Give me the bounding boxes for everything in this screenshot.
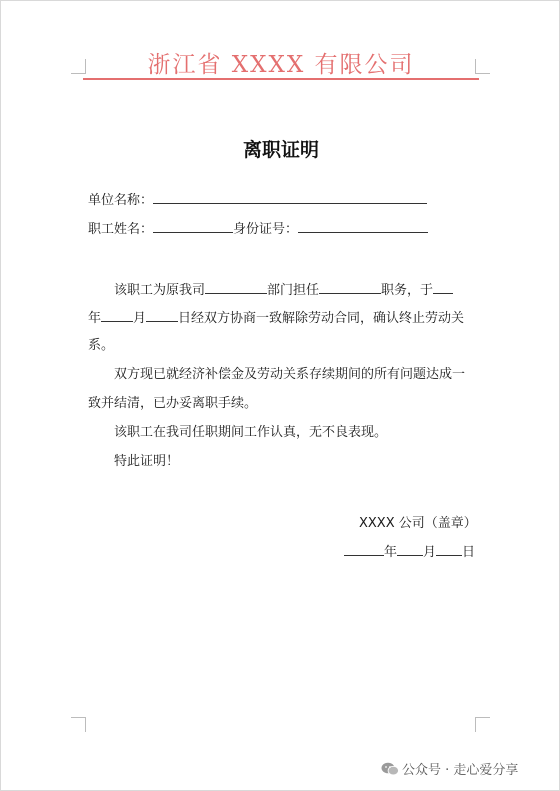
wechat-icon xyxy=(381,762,399,776)
paragraph-2-line-1: 双方现已就经济补偿金及劳动关系存续期间的所有问题达成一 xyxy=(114,367,466,382)
p1-text-d: 年 xyxy=(88,311,102,326)
year-blank-1 xyxy=(433,280,453,294)
employee-name-blank xyxy=(153,219,233,233)
paragraph-1-line-3 xyxy=(88,337,114,355)
paragraph-3: 该职工在我司任职期间工作认真，无不良表现。 xyxy=(114,425,388,440)
p1-text-e: 月 xyxy=(133,311,147,326)
signature-date xyxy=(344,541,475,560)
id-number-label: 身份证号： xyxy=(233,222,299,237)
month-blank-1 xyxy=(101,308,133,322)
id-number-blank xyxy=(298,219,428,233)
department-blank xyxy=(205,280,267,294)
day-blank-1 xyxy=(146,308,178,322)
p1-text-c: 职务，于 xyxy=(381,283,434,298)
unit-name-label: 单位名称： xyxy=(88,193,154,208)
date-month-label: 月 xyxy=(423,545,437,560)
unit-name-row xyxy=(88,190,427,210)
crop-mark-bottom-right xyxy=(475,717,490,732)
crop-mark-bottom-left xyxy=(71,717,86,732)
paragraph-2-line-2: 致并结清，已办妥离职手续。 xyxy=(88,396,258,411)
watermark-text: 公众号 · 走心爱分享 xyxy=(402,763,519,778)
watermark xyxy=(381,759,518,778)
p1-text-f: 日经双方协商一致解除劳动合同，确认终止劳动关 xyxy=(178,311,465,326)
date-day-blank xyxy=(436,542,462,556)
employee-row xyxy=(88,219,428,239)
employee-name-label: 职工姓名： xyxy=(88,222,154,237)
date-day-label: 日 xyxy=(462,545,476,560)
date-year-label: 年 xyxy=(384,545,398,560)
signature-company: XXXX 公司（盖章） xyxy=(359,516,477,531)
unit-name-blank xyxy=(153,190,427,204)
p1-text-b: 部门担任 xyxy=(267,283,320,298)
paragraph-1-line-2 xyxy=(88,308,464,328)
document-title: 离职证明 xyxy=(242,139,319,161)
paragraph-1-line-1 xyxy=(114,280,453,300)
date-year-blank xyxy=(344,542,384,556)
p1-text-g: 系。 xyxy=(88,338,115,353)
p1-text-a: 该职工为原我司 xyxy=(114,283,206,298)
paragraph-4: 特此证明！ xyxy=(114,454,180,469)
date-month-blank xyxy=(397,542,423,556)
letterhead-company: 浙江省 XXXX 有限公司 xyxy=(147,52,415,78)
letterhead-rule xyxy=(83,78,479,80)
position-blank xyxy=(319,280,381,294)
